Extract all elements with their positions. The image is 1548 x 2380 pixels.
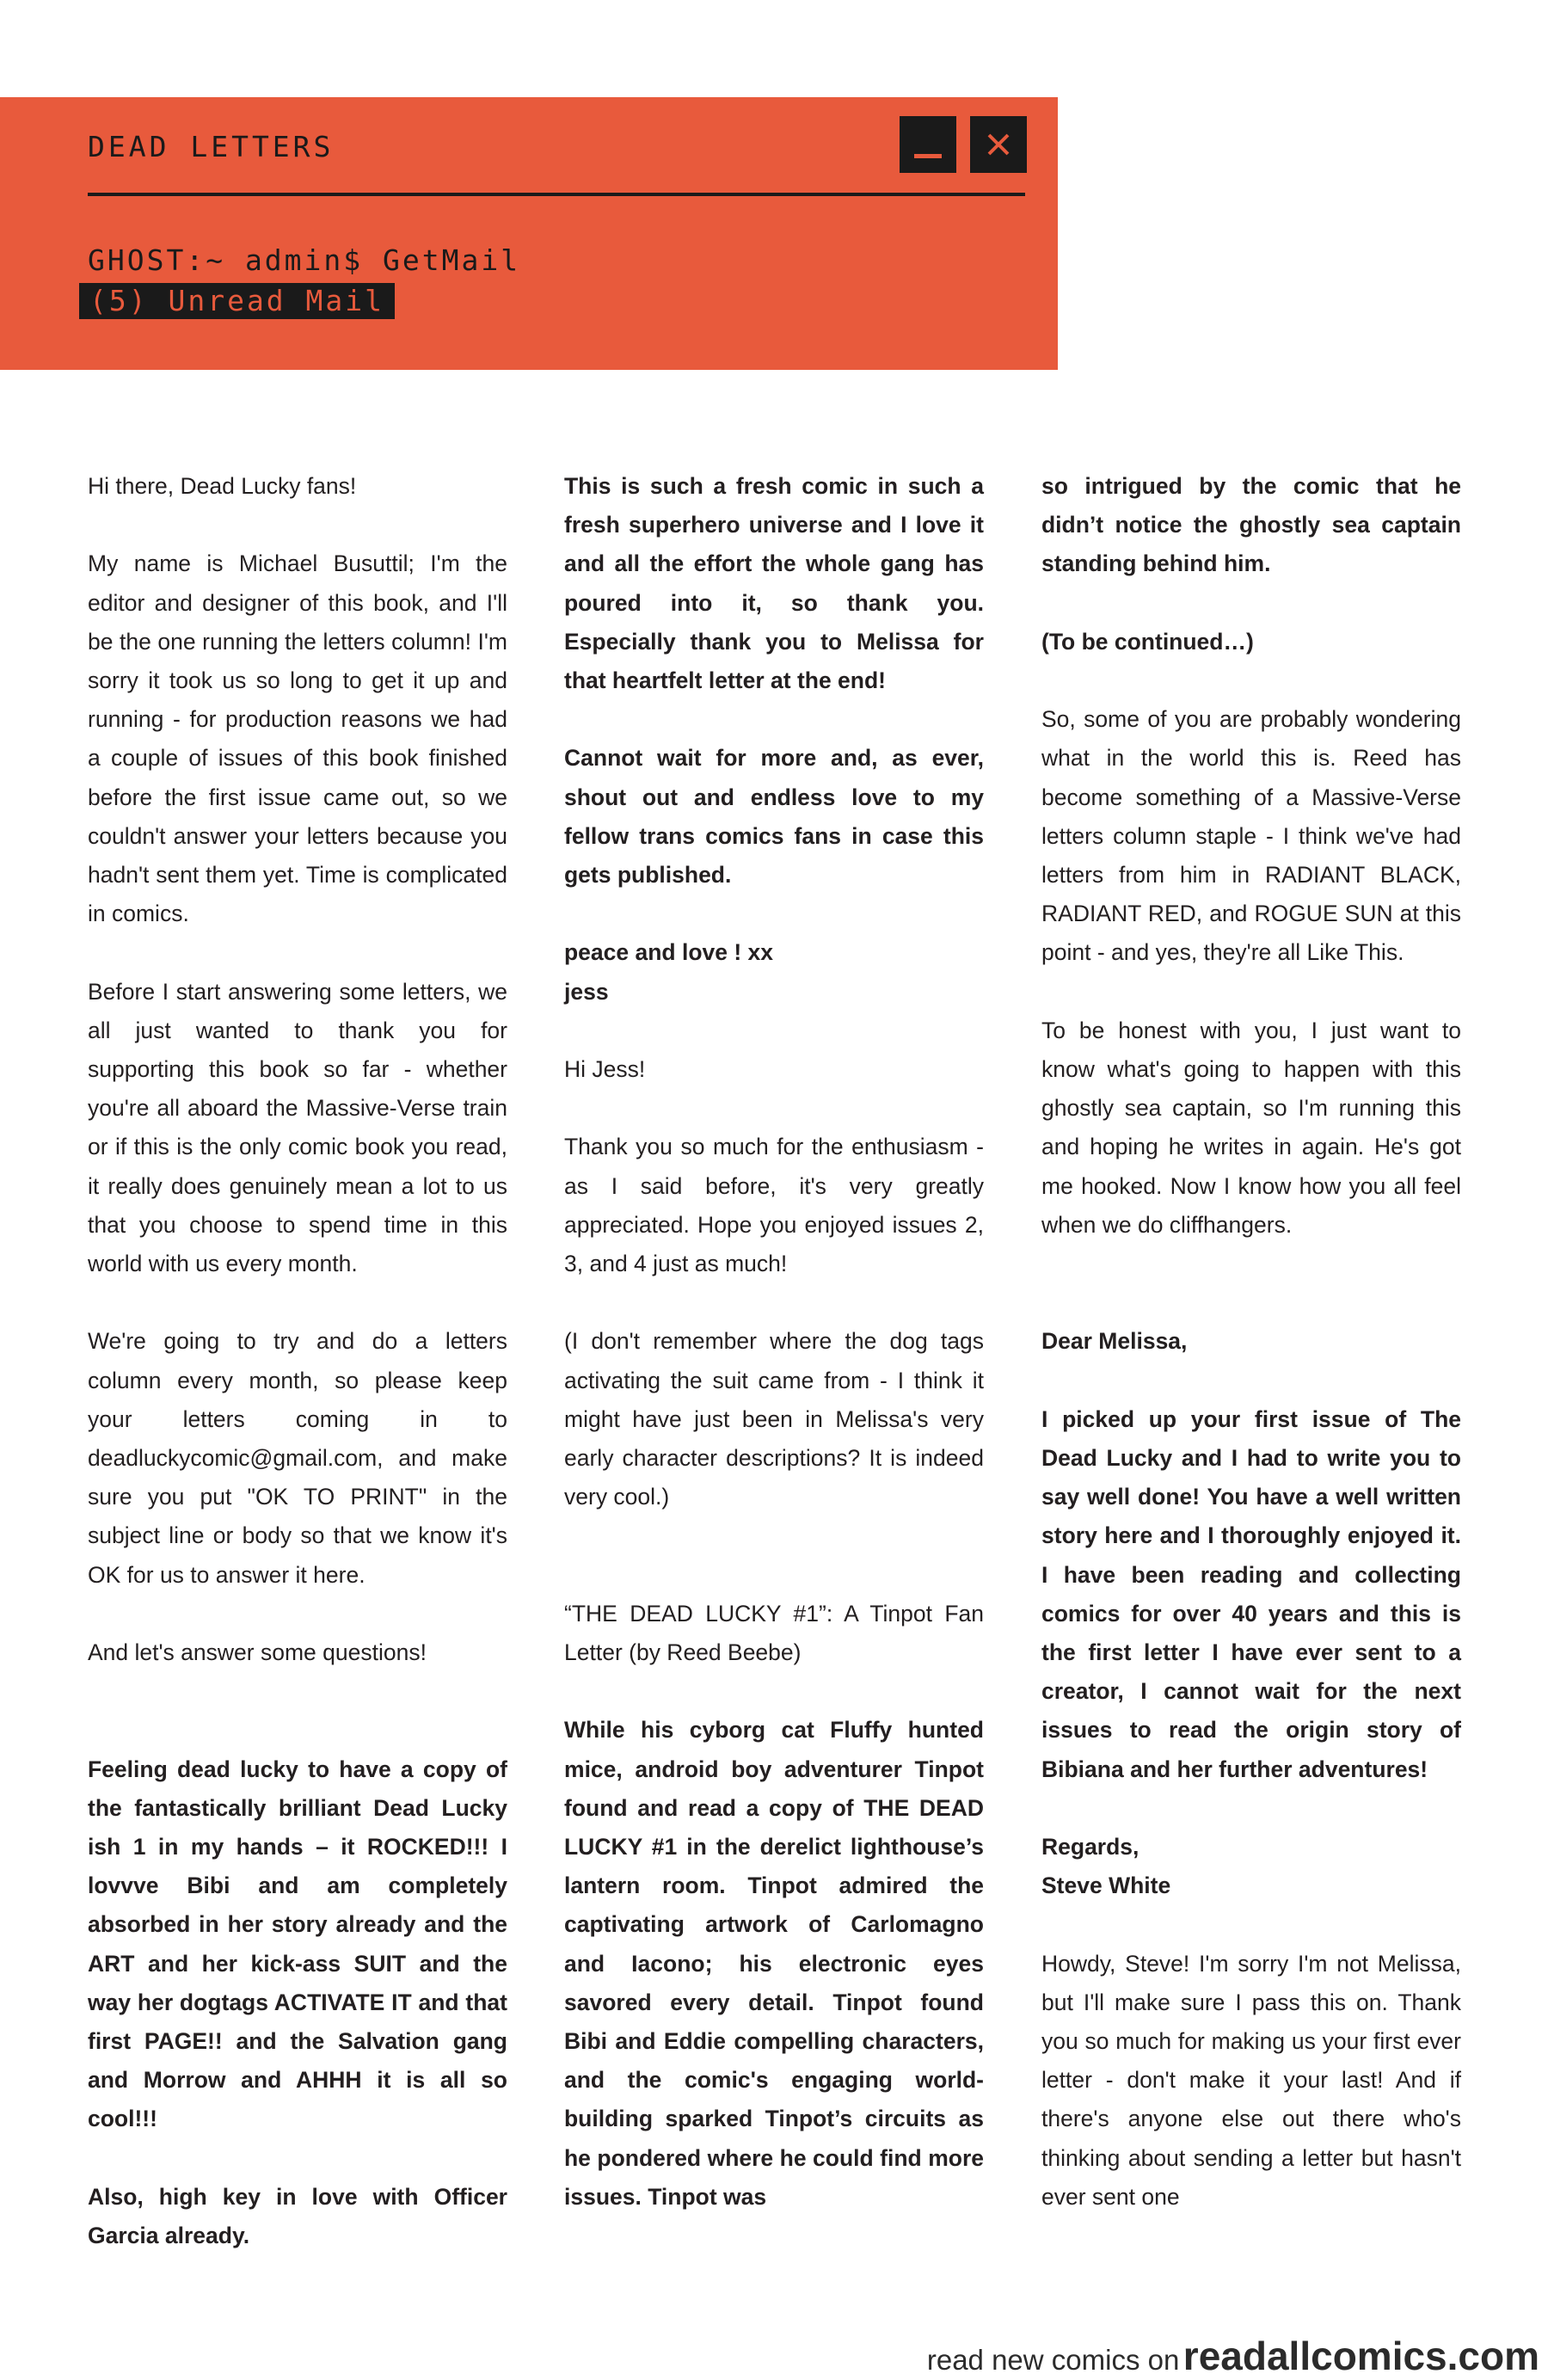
- signoff-line-2: jess: [564, 978, 609, 1005]
- intro-paragraph: My name is Michael Busuttil; I'm the editor and designer of this book, and I'll be the one running the letters column! I'm sorry it took us so long to get it up and running - for production reasons we had a couple of issues of this book finished before the first issue came out, so we couldn't answer your letters because you hadn't sent them yet. Time is complicated in comics.: [88, 550, 507, 927]
- signoff-line-1: peace and love ! xx: [564, 939, 774, 966]
- unread-mail-badge[interactable]: (5) Unread Mail: [79, 283, 395, 319]
- window-title: DEAD LETTERS: [88, 130, 335, 163]
- reply-jess-p2: (I don't remember where the dog tags activating the suit came from - I think it might have just been in Melissa's very early character descriptions? It is indeed very cool.): [564, 1328, 984, 1510]
- column-1: [88, 467, 507, 2294]
- letter-jess-p2: Also, high key in love with Officer Garcia already.: [88, 2183, 507, 2249]
- reply-reed-p1: So, some of you are probably wondering what in the world this is. Reed has become something of a Massive-Verse letters column staple - I think we've had letters from him in RADIANT BLACK, RADIANT RED, and ROGUE SUN at this point - and yes, they're all Like This.: [1041, 706, 1461, 966]
- reply-jess-p1: Thank you so much for the enthusiasm - as I said before, it's very greatly appreciated. Hope you enjoyed issues 2, 3, and 4 just as much!: [564, 1134, 984, 1276]
- letter-steve-sign-1: Regards,: [1041, 1834, 1140, 1860]
- letter-jess-p3: This is such a fresh comic in such a fresh superhero universe and I love it and all the effort the whole gang has poured into it, so thank you. Especially thank you to Melissa for that heartfelt letter at the end!: [564, 473, 984, 694]
- footer-prefix: read new comics on: [926, 2344, 1180, 2376]
- close-button[interactable]: [970, 116, 1027, 173]
- letter-reed-p1: While his cyborg cat Fluffy hunted mice, android boy adventurer Tinpot found and read a copy of THE DEAD LUCKY #1 in the derelict lighthouse’s lantern room. Tinpot admired the captivating artwork of Carlomagno and Iacono; his electronic eyes savored every detail. Tinpot found Bibi and Eddie compelling characters, and the comic's engaging world-building sparked Tinpot’s circuits as he pondered where he could find more issues. Tinpot was: [564, 1717, 984, 2210]
- letter-reed-title: “THE DEAD LUCKY #1”: A Tinpot Fan Letter (by Reed Beebe): [564, 1600, 984, 1665]
- column-2: [564, 467, 984, 2255]
- title-divider: [88, 193, 1025, 196]
- site-footer: [927, 2333, 1539, 2376]
- terminal-command: GHOST:~ admin$ GetMail: [88, 243, 521, 277]
- footer-site-link[interactable]: readallcomics.com: [1182, 2334, 1539, 2378]
- letter-steve-greeting: Dear Melissa,: [1041, 1328, 1188, 1355]
- minimize-icon: [914, 154, 942, 158]
- letter-jess-p4: Cannot wait for more and, as ever, shout out and endless love to my fellow trans comics fans in case this gets published.: [564, 745, 984, 889]
- reply-steve-p1: Howdy, Steve! I'm sorry I'm not Melissa, but I'll make sure I pass this on. Thank you so much for making us your first ever letter - don't make it your last! And if there's anyone else out there who's thinking about sending a letter but hasn't ever sent one: [1041, 1950, 1461, 2210]
- letter-jess-p1: Feeling dead lucky to have a copy of the fantastically brilliant Dead Lucky ish 1 in my hands – it ROCKED!!! I lovvve Bibi and am completely absorbed in her story already and the ART and her kick-ass SUIT and the way her dogtags ACTIVATE IT and that first PAGE!! and the Salvation gang and Morrow and AHHH it is all so cool!!!: [88, 1756, 507, 2132]
- letter-reed-cont: so intrigued by the comic that he didn’t notice the ghostly sea captain standing behind him.: [1041, 473, 1461, 577]
- close-icon: [986, 132, 1011, 157]
- submission-paragraph: We're going to try and do a letters column every month, so please keep your letters coming in to deadluckycomic@gmail.com, and make sure you put "OK TO PRINT" in the subject line or body so that we know it's OK for us to answer it here.: [88, 1328, 507, 1588]
- greeting: Hi there, Dead Lucky fans!: [88, 473, 357, 499]
- reply-jess-greeting: Hi Jess!: [564, 1056, 646, 1082]
- thanks-paragraph: Before I start answering some letters, we all just wanted to thank you for supporting this book so far - whether you're all aboard the Massive-Verse train or if this is the only comic book you read, it really does genuinely mean a lot to us that you choose to spend time in this world with us every month.: [88, 978, 507, 1277]
- minimize-button[interactable]: [900, 116, 956, 173]
- reply-reed-p2: To be honest with you, I just want to know what's going to happen with this ghostly sea captain, so I'm running this and hoping he writes in again. He's got me hooked. Now I know how you all feel when we do cliffhangers.: [1041, 1017, 1461, 1238]
- letter-steve-p1: I picked up your first issue of The Dead Lucky and I had to write you to say well done! You have a well written story here and I thoroughly enjoyed it. I have been reading and collecting comics for over 40 years and this is the first letter I have ever sent to a creator, I cannot wait for the next issues to read the origin story of Bibiana and her further adventures!: [1041, 1405, 1461, 1782]
- lead-in: And let's answer some questions!: [88, 1639, 427, 1666]
- dead-letters-window: [0, 97, 1058, 370]
- column-3: [1041, 467, 1461, 2255]
- letter-reed-end: (To be continued…): [1041, 628, 1254, 655]
- letter-steve-sign-2: Steve White: [1041, 1873, 1171, 1899]
